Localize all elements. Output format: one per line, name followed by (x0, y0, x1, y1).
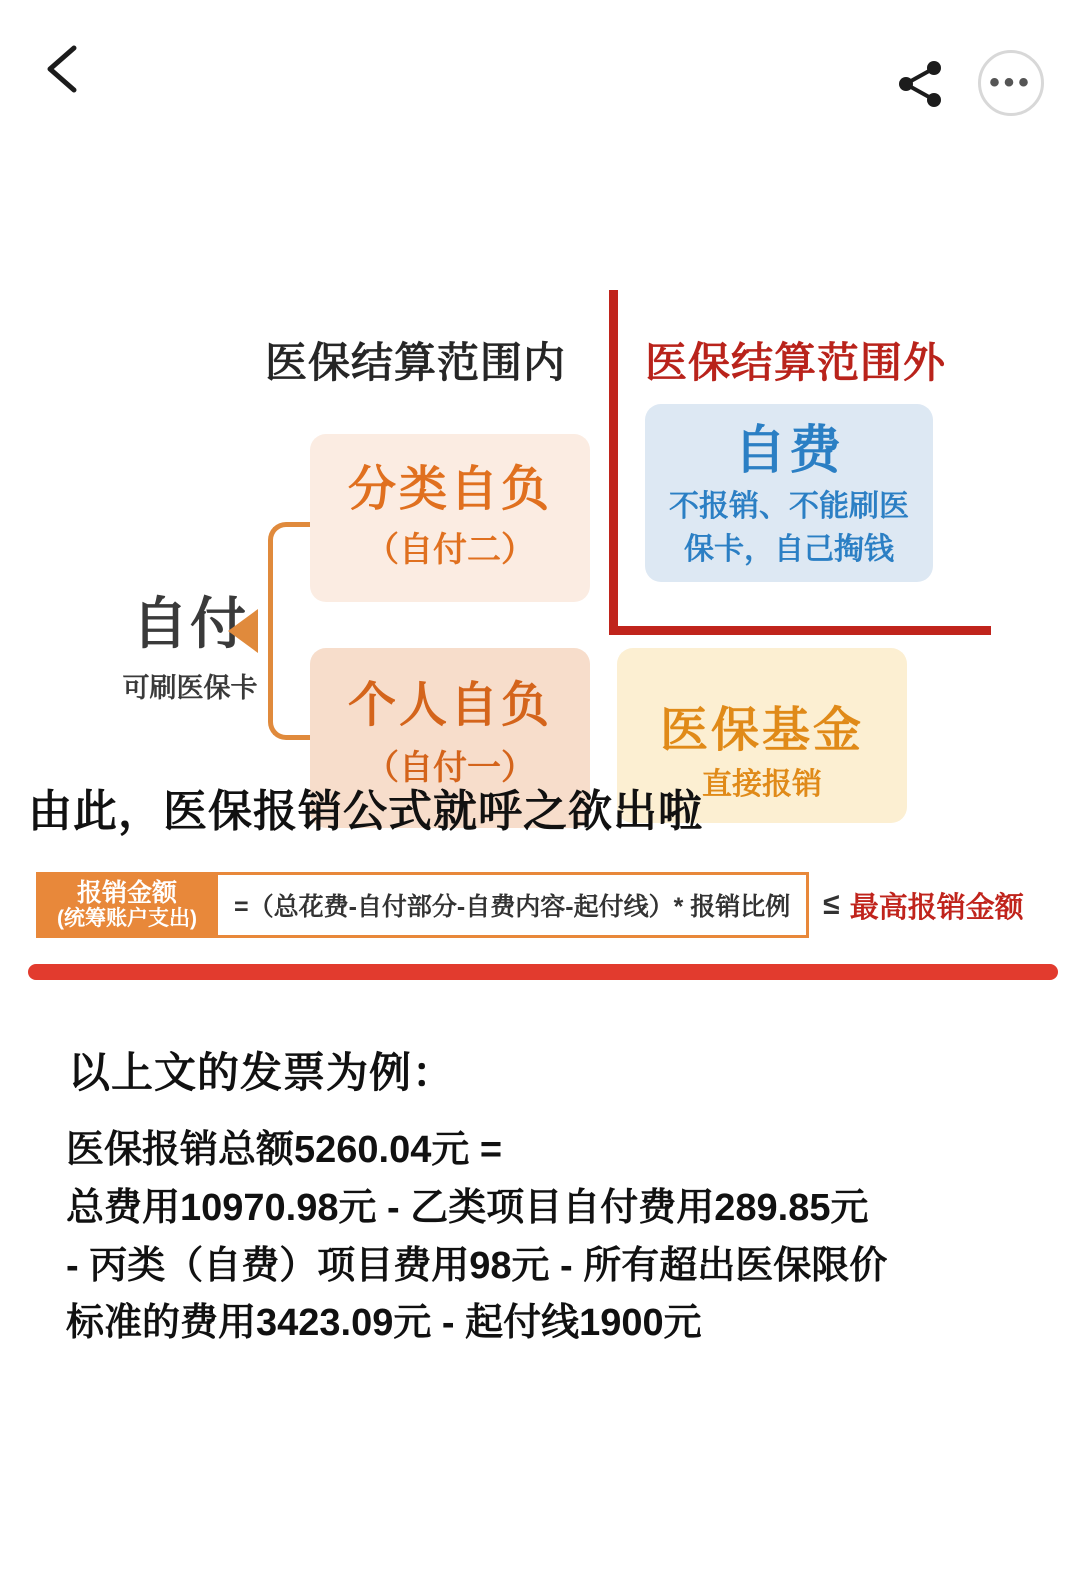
chevron-left-icon (38, 42, 92, 96)
card-title: 个人自负 (347, 679, 552, 732)
group-brace (268, 522, 310, 740)
section-divider-red (28, 964, 1058, 980)
formula-limit-label: 最高报销金额 (849, 891, 1024, 924)
card-title: 分类自负 (347, 463, 552, 516)
self-pay-title: 自付 (132, 592, 248, 655)
card-subtitle: 直接报销 (702, 768, 822, 802)
diagram-heading-outside: 医保结算范围外 (645, 339, 947, 386)
divider-vertical-red (609, 290, 618, 635)
formula-expression: =（总花费-自付部分-自费内容-起付线）* 报销比例 (218, 872, 809, 938)
diagram-heading-inside: 医保结算范围内 (265, 339, 567, 386)
example-body (66, 1122, 1026, 1353)
card-out-of-pocket (645, 404, 933, 582)
formula-limit (823, 872, 1023, 938)
reimbursement-formula (36, 872, 1024, 938)
self-pay-subtitle: 可刷医保卡 (122, 673, 258, 703)
card-subtitle: （自付一） (365, 749, 535, 788)
more-options-button[interactable] (978, 50, 1044, 116)
example-title: 以上文的发票为例： (68, 1049, 456, 1096)
card-title: 自费 (733, 422, 844, 480)
card-title: 医保基金 (659, 704, 864, 757)
top-navigation-bar (0, 0, 1086, 140)
share-button[interactable] (894, 58, 946, 110)
section-heading-formula: 由此，医保报销公式就呼之欲出啦 (28, 787, 703, 836)
insurance-scope-diagram (0, 140, 1086, 802)
more-dots-icon: ••• (989, 66, 1033, 99)
example-line: 标准的费用3423.09元 - 起付线1900元 (66, 1302, 702, 1345)
card-subtitle-line1: 不报销、不能刷医 (669, 489, 909, 523)
share-icon (894, 58, 946, 110)
card-subtitle-line2: 保卡，自己掏钱 (684, 533, 894, 567)
example-line: 医保报销总额5260.04元 = (66, 1129, 503, 1171)
example-line: 总费用10970.98元 - 乙类项目自付费用289.85元 (66, 1186, 869, 1229)
formula-tag (36, 872, 218, 938)
formula-tag-line2: (统筹账户支出) (57, 907, 197, 931)
brace-arrow-icon (228, 609, 258, 653)
card-subtitle: （自付二） (365, 531, 535, 570)
formula-tag-line1: 报销金额 (76, 878, 177, 907)
divider-horizontal-red (609, 626, 991, 635)
example-line: - 丙类（自费）项目费用98元 - 所有超出医保限价 (66, 1244, 888, 1287)
back-button[interactable] (38, 42, 92, 96)
formula-operator: ≤ (823, 888, 840, 921)
card-classified-self-pay (310, 434, 590, 602)
